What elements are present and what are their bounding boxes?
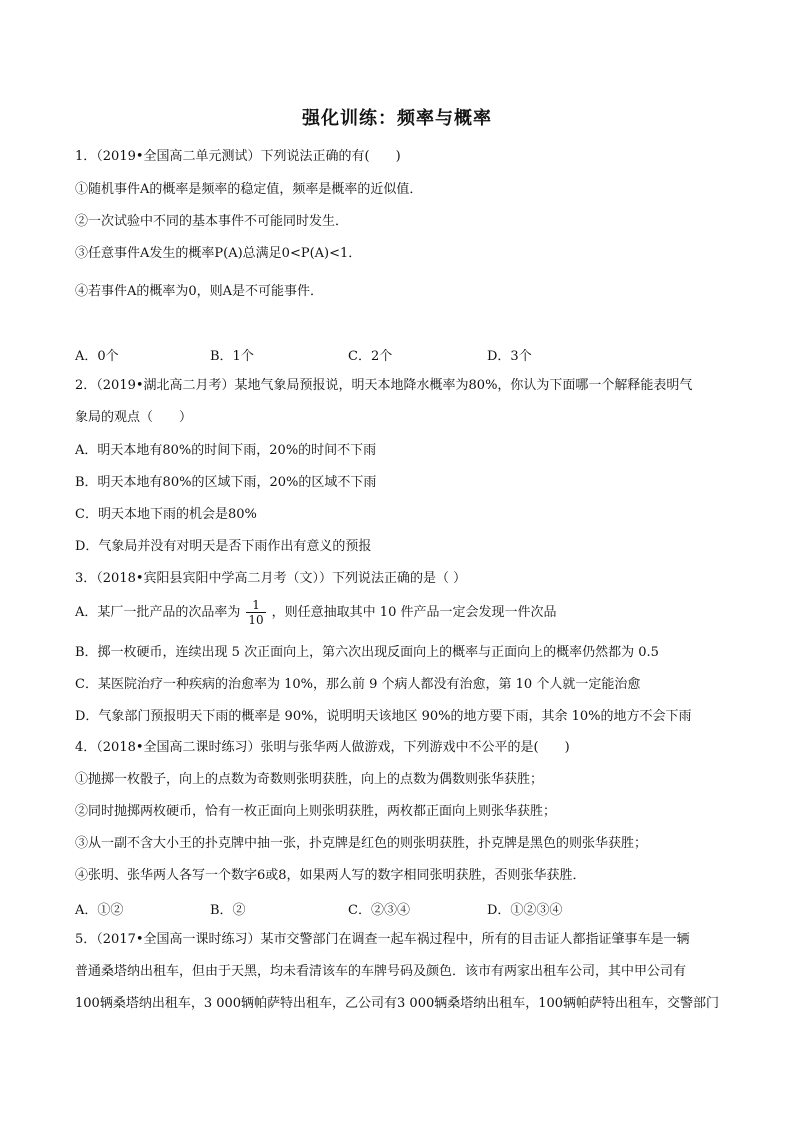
q4-options: [75, 899, 725, 919]
q4-statement-3: ③从一副不含大小王的扑克牌中抽一张，扑克牌是红色的则张明获胜，扑克牌是黑色的则张华获胜；: [75, 836, 648, 851]
q1-option-d: D．3个: [487, 349, 532, 364]
q4-option-a: A．①②: [75, 903, 124, 918]
q1-statement-4: ④若事件A的概率为0，则A是不可能事件．: [75, 284, 324, 299]
q5-line2: 普通桑塔纳出租车，但由于天黑，均未看清该车的车牌号码及颜色．该市有两家出租车公司，其中甲公司有: [75, 964, 687, 979]
q1-option-b: B．1个: [210, 349, 254, 364]
q2-option-c: C．明天本地下雨的机会是80%: [75, 507, 257, 522]
q3-option-c: C．某医院治疗一种疾病的治愈率为 10%，那么前 9 个病人都没有治愈，第 10 个人就一定能治愈: [75, 677, 641, 692]
q1-statement-2: ②一次试验中不同的基本事件不可能同时发生．: [75, 214, 349, 229]
q2-stem-line2: 象局的观点（ ）: [75, 410, 193, 425]
q1-option-a: A．0个: [75, 349, 119, 364]
q4-statement-1: ①抛掷一枚骰子，向上的点数为奇数则张明获胜，向上的点数为偶数则张华获胜；: [75, 772, 544, 787]
q2-option-d: D．气象局并没有对明天是否下雨作出有意义的预报: [75, 539, 372, 554]
q4-statement-2: ②同时抛掷两枚硬币，恰有一枚正面向上则张明获胜，两枚都正面向上则张华获胜；: [75, 804, 557, 819]
q3-fraction-denominator: 10: [248, 613, 264, 627]
q1-statement-3: ③任意事件A发生的概率P(A)总满足0<P(A)<1．: [75, 246, 362, 261]
q2-stem-line1: 2．（2019•湖北高二月考）某地气象局预报说，明天本地降水概率为80%，你认为下面哪一个解释能表明气: [75, 378, 693, 393]
q4-option-b: B．②: [210, 903, 246, 918]
q3-fraction: [246, 598, 265, 627]
q4-option-d: D．①②③④: [487, 903, 563, 918]
q1-statement-1: ①随机事件A的概率是频率的稳定值，频率是概率的近似值．: [75, 182, 423, 197]
q4-statement-4: ④张明、张华两人各写一个数字6或8，如果两人写的数字相同张明获胜，否则张华获胜．: [75, 868, 586, 883]
q1-stem: 1．（2019•全国高二单元测试）下列说法正确的有( ): [75, 149, 401, 164]
q5-line1: 5．（2017•全国高一课时练习）某市交警部门在调查一起车祸过程中，所有的目击证人都指证肇事车是一辆: [75, 932, 690, 947]
q2-option-a: A．明天本地有80%的时间下雨，20%的时间不下雨: [75, 443, 377, 458]
q3-option-a-prefix: A．某厂一批产品的次品率为: [75, 605, 241, 620]
q3-stem: 3．（2018•宾阳县宾阳中学高二月考（文））下列说法正确的是（ ）: [75, 571, 467, 586]
page-title: 强化训练：频率与概率: [302, 108, 492, 129]
q4-stem: 4．（2018•全国高二课时练习）张明与张华两人做游戏，下列游戏中不公平的是( ): [75, 740, 570, 755]
q1-option-c: C．2个: [348, 349, 393, 364]
q3-option-a: [75, 596, 725, 632]
q2-option-b: B．明天本地有80%的区域下雨，20%的区域不下雨: [75, 475, 377, 490]
q5-line3: 100辆桑塔纳出租车，3 000辆帕萨特出租车，乙公司有3 000辆桑塔纳出租车，100辆帕萨特出租车，交警部门: [75, 996, 720, 1011]
q4-option-c: C．②③④: [348, 903, 410, 918]
q3-option-d: D．气象部门预报明天下雨的概率是 90%，说明明天该地区 90%的地方要下雨，其余 10%的地方不会下雨: [75, 709, 692, 724]
q1-options: [75, 345, 725, 365]
q3-option-b: B．掷一枚硬币，连续出现 5 次正面向上，第六次出现反面向上的概率与正面向上的概率仍然都为 0.5: [75, 645, 659, 660]
q3-option-a-suffix: ，则任意抽取其中 10 件产品一定会发现一件次品: [271, 605, 557, 620]
q3-fraction-numerator: 1: [246, 598, 265, 613]
